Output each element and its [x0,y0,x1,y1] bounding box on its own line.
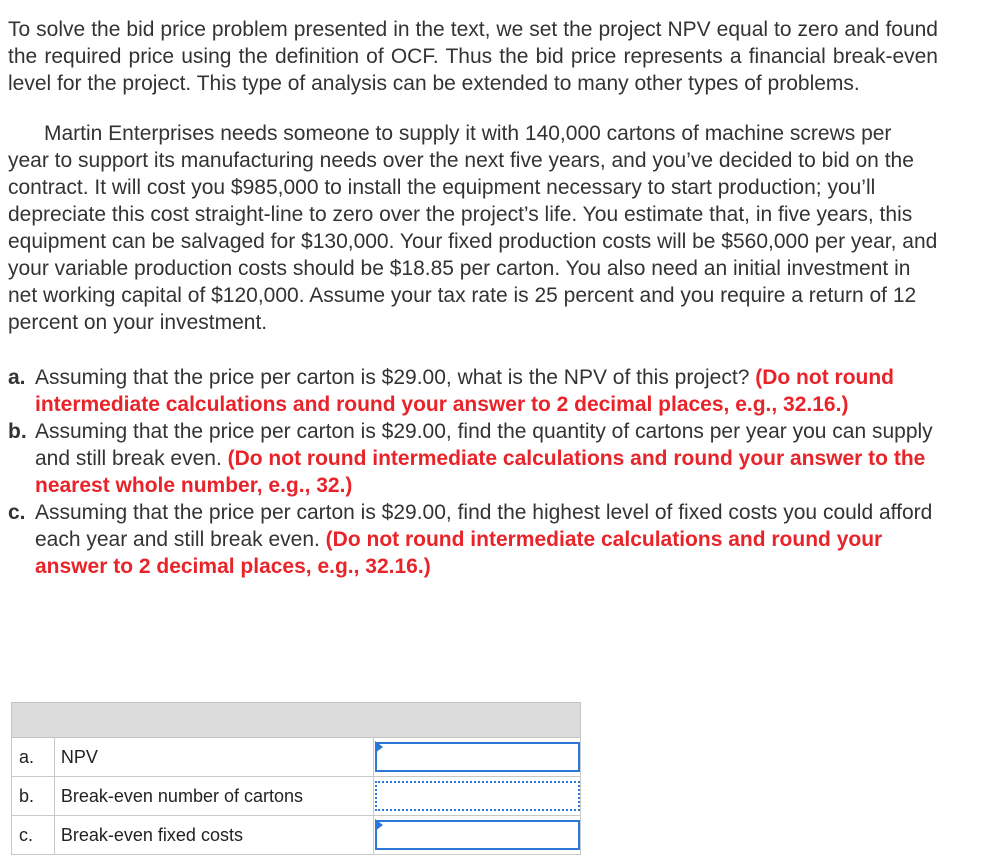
answer-flag-icon [375,741,383,753]
answer-table [11,702,581,855]
row-letter: c. [12,816,55,855]
row-letter: b. [12,777,55,816]
break-even-fixed-costs-input[interactable] [375,820,580,850]
answer-row-a [12,738,581,777]
break-even-cartons-input[interactable] [375,781,580,811]
question-letter: b. [8,420,27,443]
answer-table-header-cell [12,703,581,738]
question-letter: c. [8,501,26,524]
problem-paragraph [8,120,938,336]
answer-cell [373,777,580,816]
question-a [8,364,938,418]
row-label: Break-even fixed costs [54,816,373,855]
question-content [8,16,938,580]
question-letter: a. [8,366,26,389]
question-hint: (Do not round intermediate calculations and round your answer to 2 decimal places, e.g., 32.16.) [35,366,895,416]
npv-answer-input[interactable] [375,742,580,772]
question-text: Assuming that the price per carton is $29.00, find the quantity of cartons per year you can supply and still break even. [35,420,933,470]
answer-row-c [12,816,581,855]
question-b [8,418,938,499]
answer-cell [373,816,580,855]
question-hint: (Do not round intermediate calculations and round your answer to 2 decimal places, e.g., 32.16.) [35,528,883,578]
answer-cell [373,738,580,777]
answer-row-b [12,777,581,816]
row-label: NPV [54,738,373,777]
intro-paragraph: To solve the bid price problem presented in the text, we set the project NPV equal to zero and found the required price using the definition of OCF. Thus the bid price represents a financial break-even level for the project. This type of analysis can be extended to many other types of problems. [8,18,938,95]
answer-flag-icon [375,819,383,831]
question-text: Assuming that the price per carton is $29.00, find the highest level of fixed costs you could afford each year and still break even. [35,501,933,551]
problem-text: Martin Enterprises needs someone to supply it with 140,000 cartons of machine screws per year to support its manufacturing needs over the next five years, and you’ve decided to bid on the contract. It will cost you $985,000 to install the equipment necessary to start production; you’ll depreciate this cost straight-line to zero over the project’s life. You estimate that, in five years, this equipment can be salvaged for $130,000. Your fixed production costs will be $560,000 per year, and your variable production costs should be $18.85 per carton. You also need an initial investment in net working capital of $120,000. Assume your tax rate is 25 percent and you require a return of 12 percent on your investment. [8,122,938,334]
row-letter: a. [12,738,55,777]
question-text: Assuming that the price per carton is $29.00, what is the NPV of this project? [35,366,756,389]
question-hint: (Do not round intermediate calculations and round your answer to the nearest whole number, e.g., 32.) [35,447,926,497]
question-c [8,499,938,580]
row-label: Break-even number of cartons [54,777,373,816]
question-list [8,364,938,580]
answer-table-header [12,703,581,738]
